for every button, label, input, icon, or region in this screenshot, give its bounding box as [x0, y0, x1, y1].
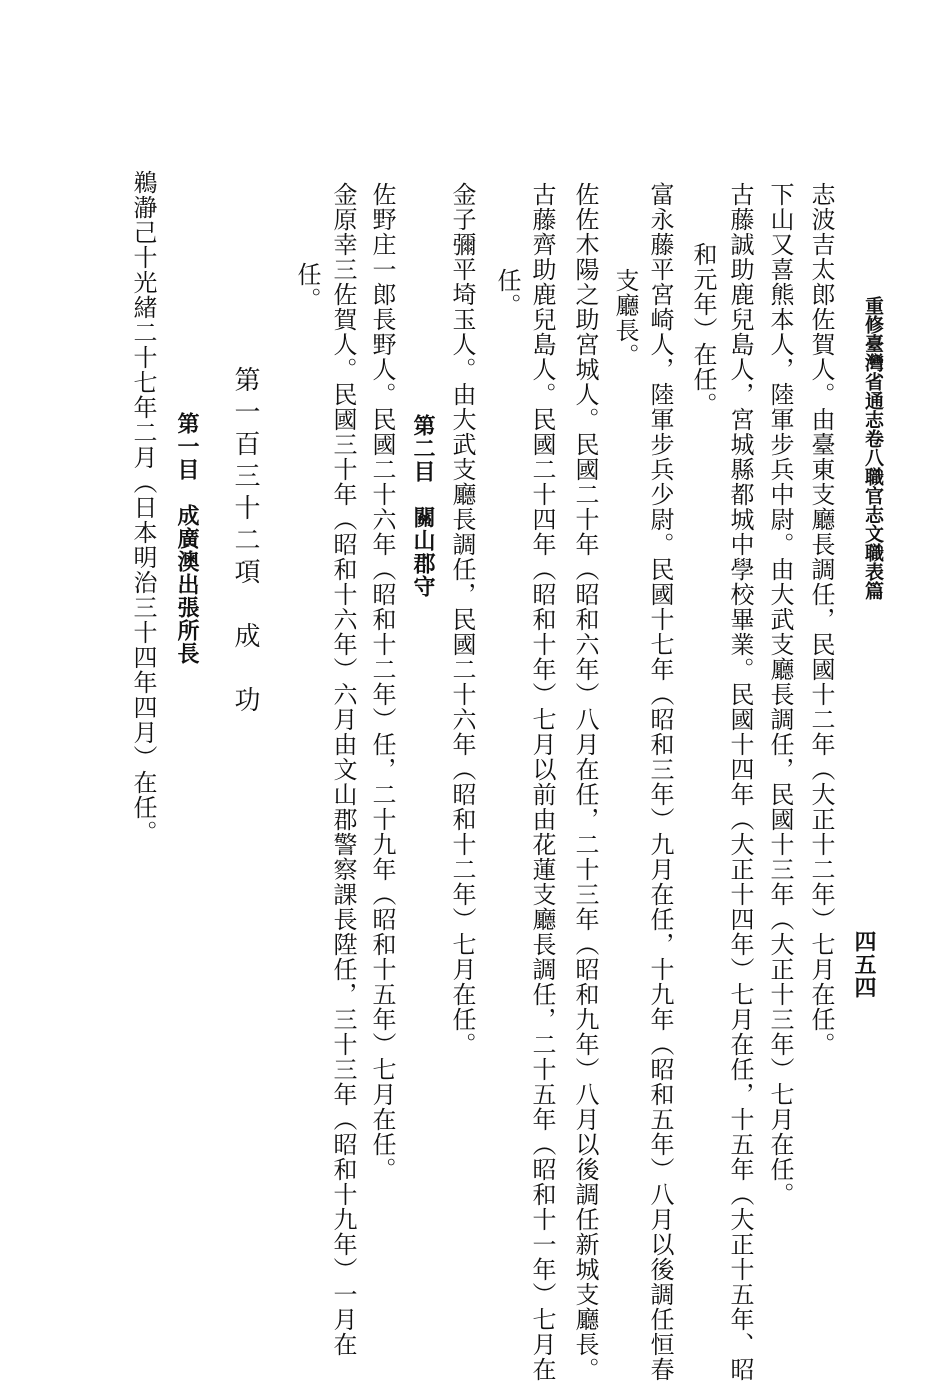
entry-text: 佐賀人。民國三十年（昭和十六年）六月由文山郡警察課長陞任，三十三年（昭和十九年）一月在 [329, 282, 357, 1357]
entry-unotoro-kiju [128, 170, 158, 845]
person-name: 金子彌平 [448, 182, 476, 282]
person-name: 金原幸三 [329, 182, 357, 282]
entry-text: 宮崎人，陸軍步兵少尉。民國十七年（昭和三年）九月在任，十九年（昭和五年）八月以後調任恒春 [646, 282, 674, 1382]
entry-text: 埼玉人。由大武支廳長調任，民國二十六年（昭和十二年）七月在任。 [448, 282, 476, 1057]
entry-continuation: 和元年）在任。 [689, 242, 717, 417]
entry-text: 光緒二十七年二月（日本明治三十四年四月）在任。 [129, 270, 157, 845]
entry-tominaga-tohei [645, 182, 675, 1382]
entry-text: 熊本人，陸軍步兵中尉。由大武支廳長調任，民國十三年（大正十三年）七月在任。 [766, 282, 794, 1207]
entry-text: 鹿兒島人，宮城縣都城中學校畢業。民國十四年（大正十四年）七月在任，十五年（大正十五年、昭 [726, 282, 754, 1382]
page-number: 四五四 [851, 930, 877, 999]
person-name: 佐佐木陽之助 [571, 182, 599, 332]
entry-koto-seisuke-2 [527, 182, 557, 1382]
entry-sasaki-yonosuke [570, 182, 600, 1382]
entry-text: 鹿兒島人。民國二十四年（昭和十年）七月以前由花蓮支廳長調任，二十五年（昭和十一年）七月在 [528, 282, 556, 1382]
entry-shimoyama-mataki [765, 182, 795, 1207]
person-name: 富永藤平 [646, 182, 674, 282]
person-name: 鵜瀞己十 [129, 170, 157, 270]
person-name: 古藤齊助 [528, 182, 556, 282]
section-heading-kanzan: 第二目 關山郡守 [410, 414, 436, 598]
person-name: 佐野庄一郎 [368, 182, 396, 307]
entry-text: 佐賀人。由臺東支廳長調任，民國十二年（大正十二年）七月在任。 [807, 307, 835, 1057]
entry-kanehara-kozo [328, 182, 358, 1357]
entry-text: 長野人。民國二十六年（昭和十二年）任，二十九年（昭和十五年）七月在任。 [368, 307, 396, 1182]
entry-continuation: 任。 [293, 262, 321, 312]
person-name: 下山又喜 [766, 182, 794, 282]
person-name: 古藤誠助 [726, 182, 754, 282]
item-heading-chenggong: 第一百三十二項 成 功 [230, 366, 260, 718]
running-header: 重修臺灣省通志卷八職官志文職表篇 [862, 296, 884, 600]
person-name: 志波吉太郎 [807, 182, 835, 307]
section-heading-chenggong-ao: 第一目 成廣澳出張所長 [174, 412, 200, 665]
entry-text: 宮城人。民國二十年（昭和六年）八月在任，二十三年（昭和九年）八月以後調任新城支廳長。 [571, 332, 599, 1382]
entry-kaneko-yahei [447, 182, 477, 1057]
entry-sano-shoichiro [367, 182, 397, 1182]
entry-continuation: 支廳長。 [611, 268, 639, 368]
entry-continuation: 任。 [493, 268, 521, 318]
entry-koto-seisuke [725, 182, 755, 1382]
entry-shiba-kichitaro [806, 182, 836, 1057]
